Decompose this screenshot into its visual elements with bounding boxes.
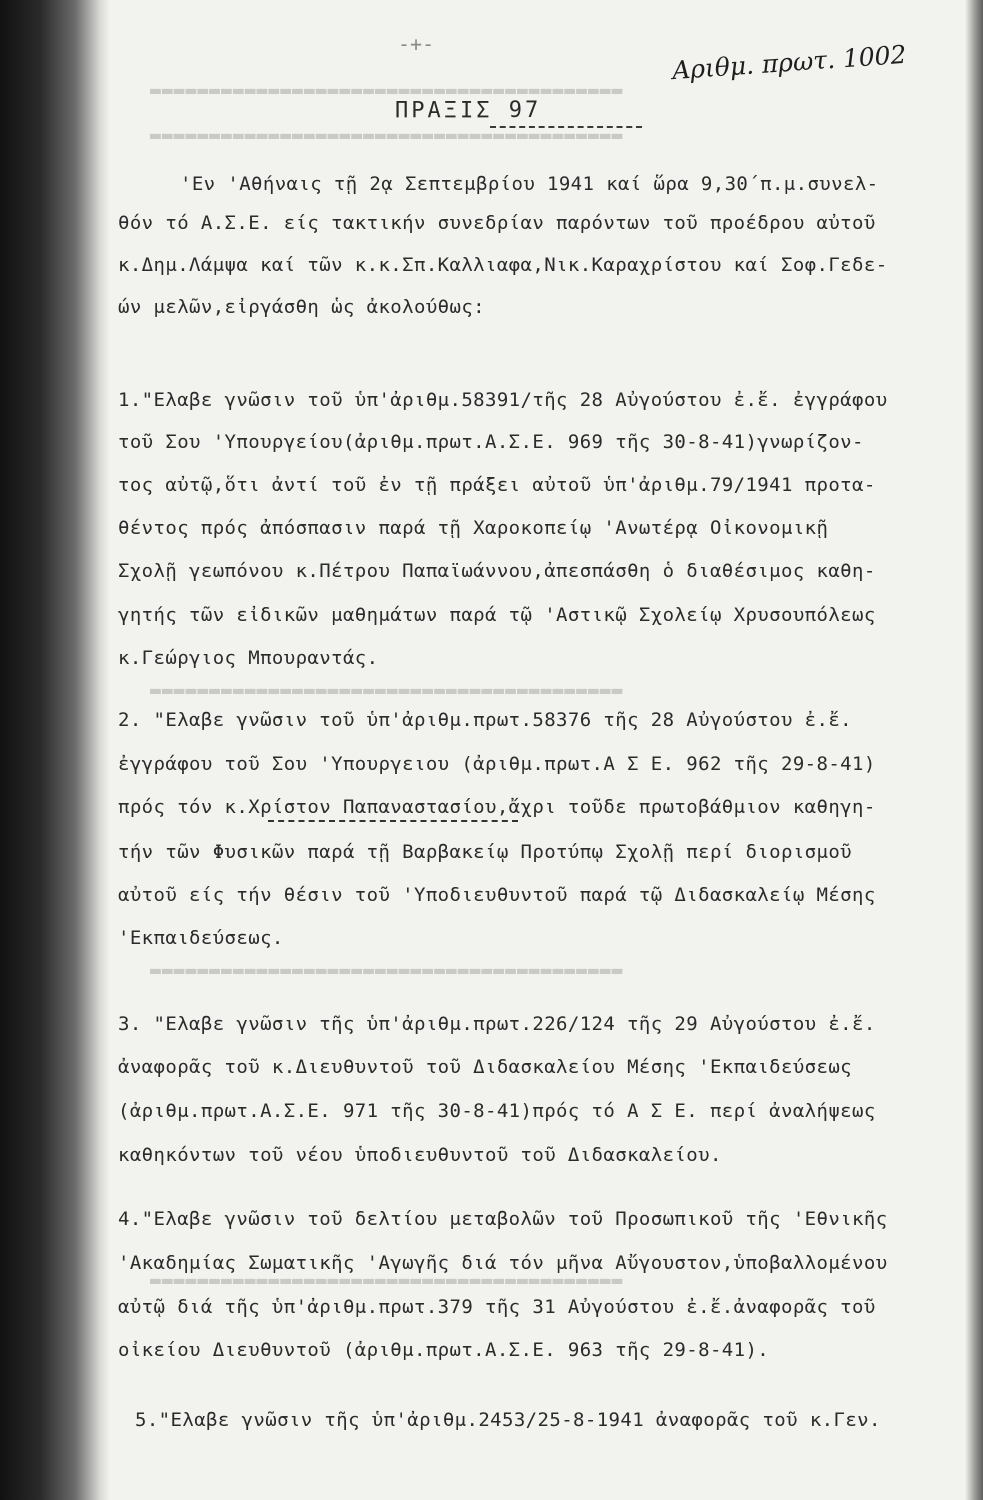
text-line: ἐγγράφου τοῦ Σου 'Υπουργειου (ἀριθμ.πρωτ.Α Σ Ε. 962 τῆς 29-8-41) — [118, 753, 876, 775]
page-title: ΠΡΑΞΙΣ 97 — [395, 98, 542, 123]
text-line: 5."Ελαβε γνῶσιν τῆς ὑπ'ἀριθμ.2453/25-8-1941 ἀναφορᾶς τοῦ κ.Γεν. — [135, 1409, 881, 1431]
text-line: αὐτοῦ είς τήν θέσιν τοῦ 'Υποδιευθυντοῦ παρά τῷ Διδασκαλείῳ Μέσης — [118, 884, 876, 906]
scan-edge-shadow — [0, 0, 110, 1500]
text-line: γητής τῶν εἰδικῶν μαθημάτων παρά τῷ 'Αστικῷ Σχολείῳ Χρυσουπόλεως — [118, 604, 876, 626]
text-line: θόν τό Α.Σ.Ε. είς τακτικήν συνεδρίαν παρόντων τοῦ προέδρου αὐτοῦ — [118, 212, 876, 234]
text-line: 1."Ελαβε γνῶσιν τοῦ ὑπ'ἀριθμ.58391/τῆς 28 Αὐγούστου ἐ.ἔ. ἐγγράφου — [118, 389, 888, 411]
text-line: τοῦ Σου 'Υπουργείου(ἀριθμ.πρωτ.Α.Σ.Ε. 969 τῆς 30-8-41)γνωρίζον- — [118, 431, 864, 453]
bleed-through-text: ▬▬▬▬▬▬▬▬▬▬▬▬▬▬▬▬▬▬▬▬▬▬▬▬▬▬▬▬▬▬▬▬▬▬▬▬▬▬▬▬ — [150, 960, 624, 981]
text-line: οἰκείου Διευθυντοῦ (ἀριθμ.πρωτ.Α.Σ.Ε. 963 τῆς 29-8-41). — [118, 1339, 770, 1361]
text-line: κ.Δημ.Λάμψα καί τῶν κ.κ.Σπ.Καλλιαφα,Νικ.Καραχρίστου καί Σοφ.Γεδε- — [118, 254, 888, 276]
text-line: 3. "Ελαβε γνῶσιν τῆς ὑπ'ἀριθμ.πρωτ.226/124 τῆς 29 Αὐγούστου ἐ.ἔ. — [118, 1013, 876, 1035]
text-line: 'Ακαδημίας Σωματικῆς 'Αγωγῆς διά τόν μῆνα Αὔγουστον,ὑποβαλλομένου — [118, 1252, 888, 1274]
text-line: (ἀριθμ.πρωτ.Α.Σ.Ε. 971 τῆς 30-8-41)πρός τό Α Σ Ε. περί ἀναλήψεως — [118, 1100, 876, 1122]
text-line: 'Εν 'Αθήναις τῇ 2ᾳ Σεπτεμβρίου 1941 καί ὥρα 9,30΄π.μ.συνελ- — [180, 173, 879, 195]
text-line: 4."Ελαβε γνῶσιν τοῦ δελτίου μεταβολῶν τοῦ Προσωπικοῦ τῆς 'Εθνικῆς — [118, 1208, 888, 1230]
bleed-through-text: ▬▬▬▬▬▬▬▬▬▬▬▬▬▬▬▬▬▬▬▬▬▬▬▬▬▬▬▬▬▬▬▬▬▬▬▬▬▬▬▬ — [150, 125, 624, 146]
text-line: πρός τόν κ.Χρίστον Παπαναστασίου,ἄχρι τοῦδε πρωτοβάθμιον καθηγη- — [118, 796, 876, 818]
text-line: 'Εκπαιδεύσεως. — [118, 927, 284, 949]
text-line: 2. "Ελαβε γνῶσιν τοῦ ὑπ'ἀριθμ.πρωτ.58376 τῆς 28 Αὐγούστου ἐ.ἔ. — [118, 709, 853, 731]
text-line: ών μελῶν,εἰργάσθη ὡς ἀκολούθως: — [118, 296, 486, 318]
text-line: καθηκόντων τοῦ νέου ὑποδιευθυντοῦ τοῦ Διδασκαλείου. — [118, 1144, 722, 1166]
title-underline — [490, 126, 642, 128]
header-dash-mark: -+- — [398, 32, 435, 56]
text-line: τήν τῶν Φυσικῶν παρά τῇ Βαρβακείῳ Προτύπῳ Σχολῇ περί διορισμοῦ — [118, 841, 853, 863]
text-line: αὐτῷ διά τῆς ὑπ'ἀριθμ.πρωτ.379 τῆς 31 Αὐγούστου ἐ.ἔ.ἀναφορᾶς τοῦ — [118, 1296, 876, 1318]
text-line: κ.Γεώργιος Μπουραντάς. — [118, 647, 379, 669]
name-underline — [268, 820, 518, 822]
text-line: θέντος πρός ἀπόσπασιν παρά τῇ Χαροκοπείῳ 'Ανωτέρᾳ Οἰκονομικῇ — [118, 517, 829, 539]
bleed-through-text: ▬▬▬▬▬▬▬▬▬▬▬▬▬▬▬▬▬▬▬▬▬▬▬▬▬▬▬▬▬▬▬▬▬▬▬▬▬▬▬▬ — [150, 680, 624, 701]
text-line: Σχολῇ γεωπόνου κ.Πέτρου Παπαϊωάννου,ἀπεσπάσθη ὁ διαθέσιμος καθη- — [118, 560, 876, 582]
text-line: τος αὐτῷ,ὅτι ἀντί τοῦ ἐν τῇ πράξει αὐτοῦ ὑπ'ἀριθμ.79/1941 προτα- — [118, 474, 876, 496]
handwritten-protocol-number: Αριθμ. πρωτ. 1002 — [671, 39, 908, 86]
scan-right-edge — [965, 0, 983, 1500]
bleed-through-text: ▬▬▬▬▬▬▬▬▬▬▬▬▬▬▬▬▬▬▬▬▬▬▬▬▬▬▬▬▬▬▬▬▬▬▬▬▬▬▬▬ — [150, 1270, 624, 1291]
text-line: ἀναφορᾶς τοῦ κ.Διευθυντοῦ τοῦ Διδασκαλείου Μέσης 'Εκπαιδεύσεως — [118, 1056, 853, 1078]
bleed-through-text: ▬▬▬▬▬▬▬▬▬▬▬▬▬▬▬▬▬▬▬▬▬▬▬▬▬▬▬▬▬▬▬▬▬▬▬▬▬▬▬▬ — [150, 80, 624, 101]
